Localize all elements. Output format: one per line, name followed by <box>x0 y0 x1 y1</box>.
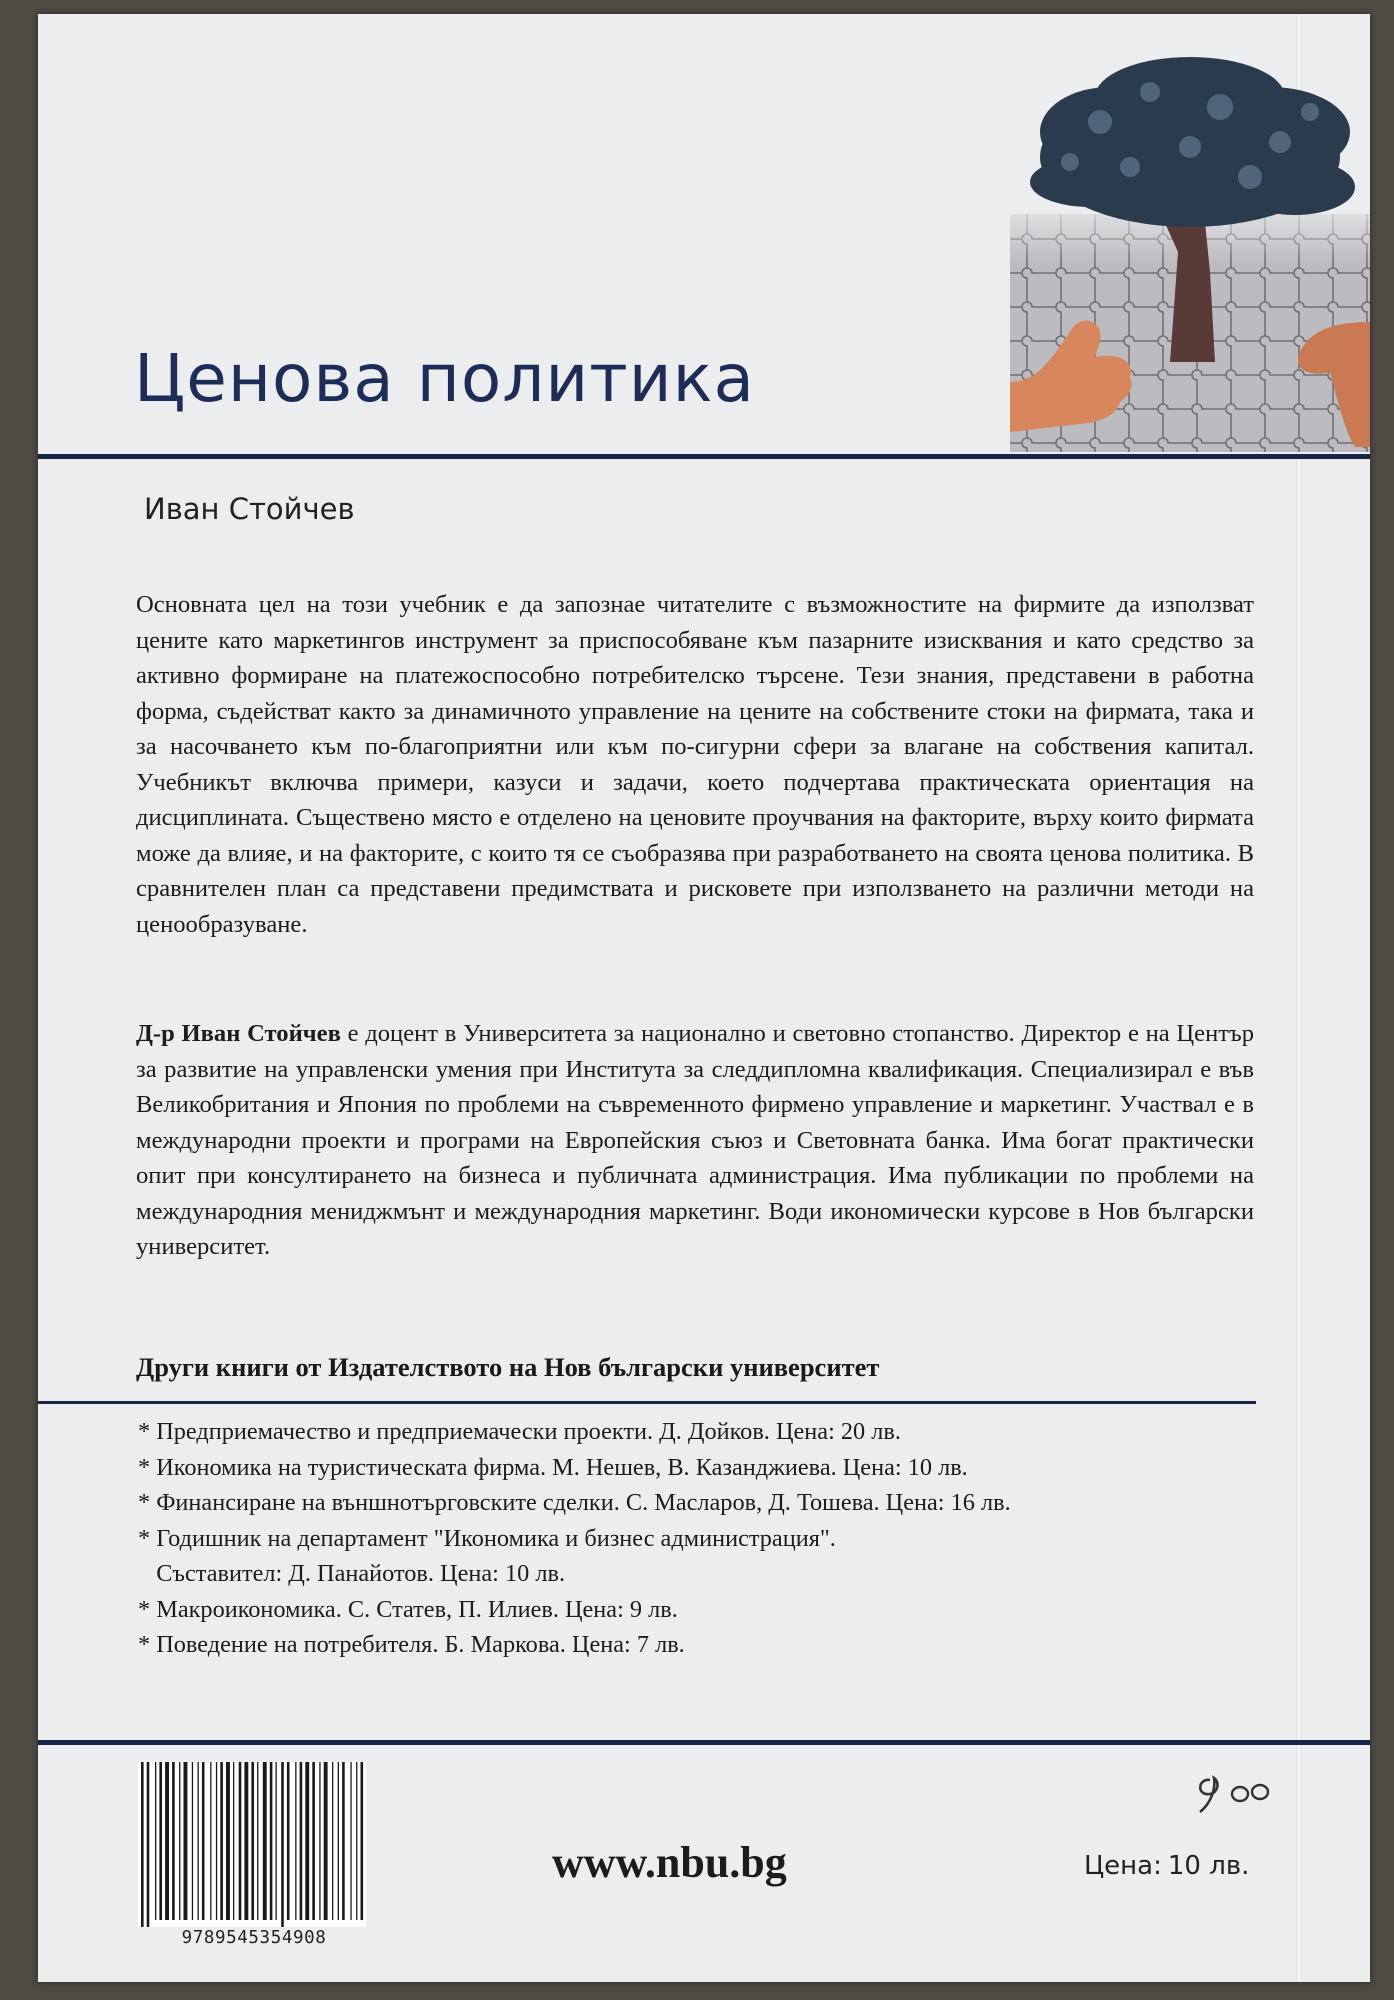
list-item: * Поведение на потребителя. Б. Маркова. Цена: 7 лв. <box>138 1631 685 1658</box>
book-description: Основната цел на този учебник е да запознае читателите с възможностите на фирмите да използват цените като маркетингов инструмент за приспособяване към пазарните изисквания и като средство за активно формиране на платежоспособно потребителско търсене. Тези знания, представени в работна форма, съдействат както за динамичното управление на цените на собствените стоки на фирмата, така и за насочването към по-благоприятни или към по-сигурни сфери за влагане на собствения капитал. Учебникът включва примери, казуси и задачи, което подчертава практическата ориентация на дисциплината. Съществено място е отделено на ценовите проучвания на факторите, върху които фирмата може да влияе, и на факторите, с които тя се съобразява при разработването на своята ценова политика. В сравнителен план са представени предимствата и рисковете при използването на различни методи на ценообразуване. <box>136 591 1254 938</box>
list-item: Съставител: Д. Панайотов. Цена: 10 лв. <box>138 1560 566 1587</box>
other-books-heading: Други книги от Издателството на Нов български университет <box>136 1352 880 1382</box>
isbn-barcode <box>138 1762 366 1927</box>
book-back-cover <box>38 14 1370 1982</box>
list-item: * Макроикономика. С. Статев, П. Илиев. Цена: 9 лв. <box>138 1595 678 1623</box>
price-label: Цена: <box>1084 1851 1162 1881</box>
author-bio-name: Д-р Иван Стойчев <box>136 1020 341 1047</box>
isbn-number: 9789545354908 <box>181 1928 327 1948</box>
publisher-website: www.nbu.bg <box>552 1838 787 1887</box>
price-value: 10 лв. <box>1167 1851 1250 1881</box>
other-books-list <box>138 1414 1011 1663</box>
list-item: * Годишник на департамент "Икономика и бизнес администрация". <box>138 1524 836 1552</box>
author-bio <box>136 1016 1254 1265</box>
list-item: * Финансиране на външнотърговските сделки. С. Масларов, Д. Тошева. Цена: 16 лв. <box>138 1489 1011 1516</box>
puzzle-tree-illustration <box>1010 52 1370 452</box>
list-item: * Предприемачество и предприемачески проекти. Д. Дойков. Цена: 20 лв. <box>138 1418 901 1445</box>
list-item: * Икономика на туристическата фирма. М. Нешев, В. Казанджиева. Цена: 10 лв. <box>138 1453 968 1481</box>
book-title: Ценова политика <box>134 340 755 417</box>
author-bio-text: е доцент в Университета за национално и световно стопанство. Директор е на Център за развитие на управленски умения при Института за следдипломна квалификация. Специализирал е във Великобритания и Япония по проблеми на съвременното фирмено управление и маркетинг. Участвал е в международни проекти и програми на Европейския съюз и Световната банка. Има богат практически опит при консултирането на бизнеса и публичната администрация. Има публикации по проблеми на международния мениджмънт и международния маркетинг. Води икономически курсове в Нов български университет. <box>136 1020 1254 1260</box>
footer-divider <box>38 1740 1370 1745</box>
handwritten-price-mark <box>1192 1768 1282 1818</box>
author-name: Иван Стойчев <box>144 492 355 526</box>
cover-price <box>1084 1851 1249 1881</box>
books-divider <box>38 1401 1256 1404</box>
title-divider <box>38 454 1370 459</box>
